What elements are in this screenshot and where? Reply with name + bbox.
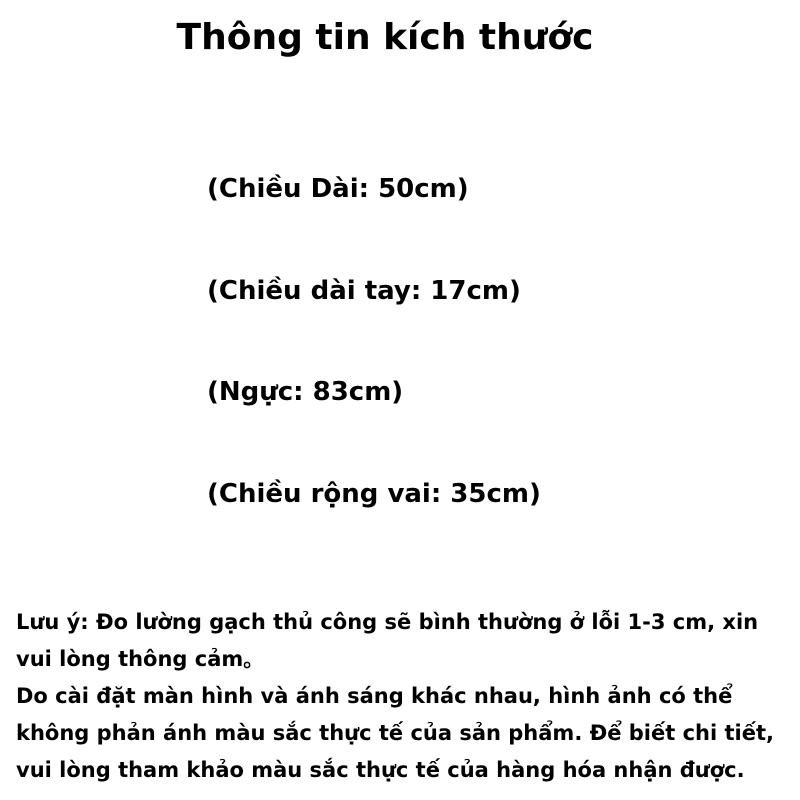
spec-shoulder-width: (Chiều rộng vai: 35cm) [207, 479, 541, 509]
spec-chest: (Ngực: 83cm) [207, 377, 404, 407]
note-line: vui lòng thông cảm。 [16, 647, 265, 671]
page-title: Thông tin kích thước [176, 17, 594, 58]
note-line: không phản ánh màu sắc thực tế của sản phẩm. Để biết chi tiết, [16, 721, 774, 745]
spec-length: (Chiều Dài: 50cm) [207, 174, 469, 204]
note-line: Lưu ý: Đo lường gạch thủ công sẽ bình thường ở lỗi 1-3 cm, xin [16, 610, 759, 634]
spec-sleeve-length: (Chiều dài tay: 17cm) [207, 276, 521, 306]
note-line: Do cài đặt màn hình và ánh sáng khác nhau, hình ảnh có thể [16, 684, 733, 708]
measurement-note [16, 604, 788, 789]
note-line: vui lòng tham khảo màu sắc thực tế của hàng hóa nhận được. [16, 758, 745, 782]
